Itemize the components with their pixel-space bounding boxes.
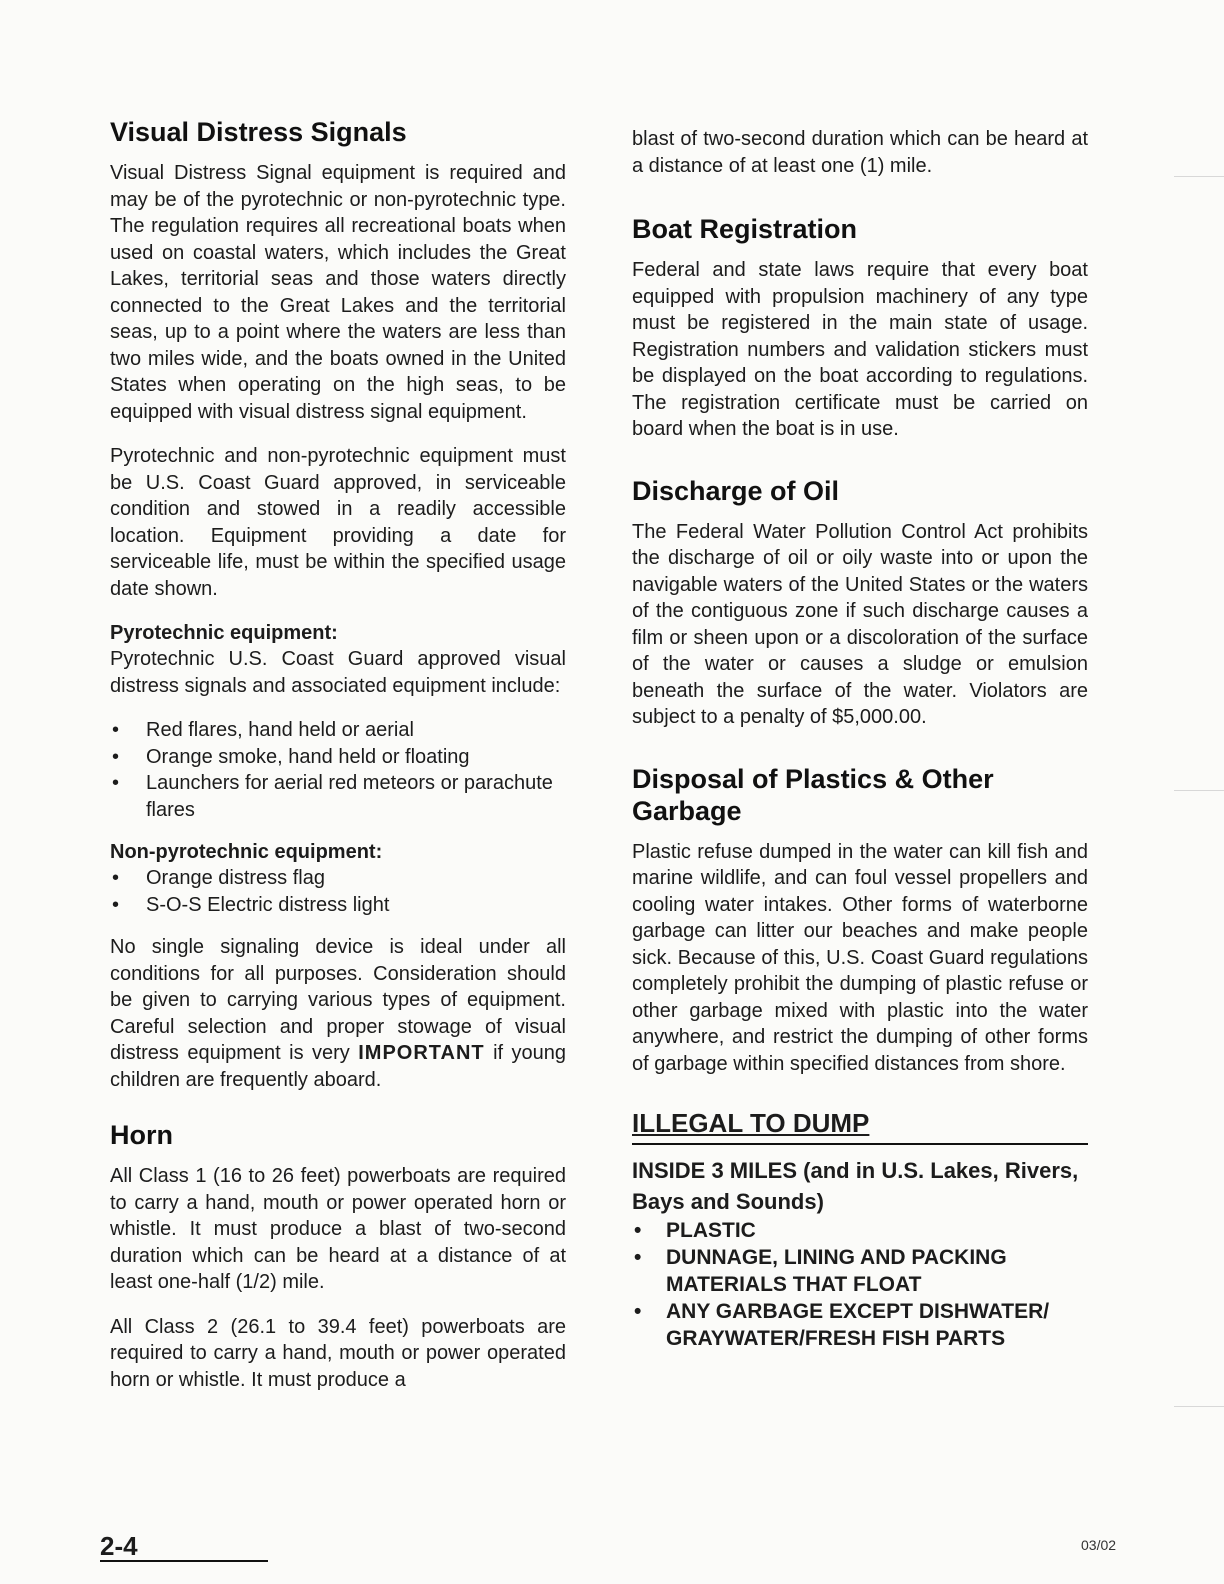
list-item: • Launchers for aerial red meteors or parachute flares	[110, 770, 566, 823]
list-item: • Red flares, hand held or aerial	[110, 717, 566, 744]
page-number: 2-4	[100, 1532, 268, 1562]
list-item: • PLASTIC	[632, 1217, 1088, 1244]
scan-margin-mark	[1174, 176, 1224, 179]
horn-paragraph-2-continued: blast of two-second duration which can be heard at a distance of at least one (1) mile.	[632, 128, 1088, 177]
list-item: • Orange smoke, hand held or floating	[110, 744, 566, 771]
boat-registration-heading: Boat Registration	[632, 214, 858, 244]
illegal-to-dump-heading: ILLEGAL TO DUMP	[632, 1107, 1088, 1145]
paragraph-3-start: No single signaling device is ideal under all conditions for all purposes. Consideration should be given to carrying various types of equipment. Careful selection and proper stowage of visual distress equipment is very	[110, 936, 566, 1064]
list-item: • Orange distress flag	[110, 865, 566, 892]
revision-date: 03/02	[1081, 1537, 1117, 1553]
list-item: • S-O-S Electric distress light	[110, 892, 566, 919]
non-pyrotechnic-list	[110, 865, 566, 918]
non-pyrotechnic-heading: Non-pyrotechnic equipment:	[110, 841, 383, 863]
right-column	[632, 126, 1088, 1368]
pyrotechnic-list	[110, 717, 566, 823]
list-item: • DUNNAGE, LINING AND PACKING MATERIALS THAT FLOAT	[632, 1244, 1088, 1298]
discharge-of-oil-heading: Discharge of Oil	[632, 475, 840, 506]
horn-paragraph-1: All Class 1 (16 to 26 feet) powerboats are required to carry a hand, mouth or power operated horn or whistle. It must produce a blast of two-second duration which can be heard at a distance of at least one-half (1/2) mile.	[110, 1165, 566, 1293]
discharge-of-oil-text: The Federal Water Pollution Control Act prohibits the discharge of oil or oily waste into or upon the navigable waters of the United States or the waters of the contiguous zone if such discharge causes a film or sheen upon or a discoloration of the surface of the water or causes a sludge or emulsion beneath the surface of the water. Violators are subject to a penalty of $5,000.00.	[632, 520, 1088, 728]
visual-distress-heading: Visual Distress Signals	[110, 117, 407, 147]
inside-3-miles-subheading: INSIDE 3 MILES (and in U.S. Lakes, Rivers, Bays and Sounds)	[632, 1158, 1079, 1214]
visual-distress-paragraph-1: Visual Distress Signal equipment is required and may be of the pyrotechnic or non-pyrotechnic type. The regulation requires all recreational boats when used on coastal waters, which includes the Great Lakes, territorial seas and those waters directly connected to the Great Lakes and the territorial seas, up to a point where the waters are less than two miles wide, and the boats owned in the United States when operating on the high seas, to be equipped with visual distress signal equipment.	[110, 162, 566, 423]
left-column	[110, 116, 566, 1411]
boat-registration-text: Federal and state laws require that every boat equipped with propulsion machinery of any type must be registered in the main state of usage. Registration numbers and validation stickers must be displayed on the boat according to regulations. The registration certificate must be carried on board when the boat is in use.	[632, 259, 1088, 440]
scan-margin-mark	[1174, 790, 1224, 793]
visual-distress-paragraph-3	[110, 934, 566, 1093]
paragraph-3-end: if young children are frequently aboard.	[110, 1042, 567, 1091]
disposal-of-plastics-heading: Disposal of Plastics & Other Garbage	[632, 763, 994, 826]
disposal-of-plastics-text: Plastic refuse dumped in the water can kill fish and marine wildlife, and can foul vessel propellers and cooling water intakes. Other forms of waterborne garbage can litter our beaches and make people sick. Because of this, U.S. Coast Guard regulations completely prohibit the dumping of plastic refuse or other garbage mixed with plastic into the water anywhere, and restrict the dumping of other forms of garbage within specified distances from shore.	[632, 840, 1088, 1075]
horn-heading: Horn	[110, 1120, 173, 1150]
pyrotechnic-text: Pyrotechnic U.S. Coast Guard approved visual distress signals and associated equipment include:	[110, 648, 566, 697]
scan-margin-mark	[1174, 1406, 1224, 1409]
visual-distress-paragraph-2: Pyrotechnic and non-pyrotechnic equipment must be U.S. Coast Guard approved, in serviceable condition and stowed in a readily accessible location. Equipment providing a date for serviceable life, must be within the specified usage date shown.	[110, 445, 566, 600]
pyrotechnic-heading: Pyrotechnic equipment:	[110, 622, 338, 644]
list-item: • ANY GARBAGE EXCEPT DISHWATER/ GRAYWATER/FRESH FISH PARTS	[632, 1298, 1088, 1352]
horn-paragraph-2: All Class 2 (26.1 to 39.4 feet) powerboats are required to carry a hand, mouth or power operated horn or whistle. It must produce a	[110, 1315, 566, 1391]
illegal-to-dump-list	[632, 1217, 1088, 1352]
important-emphasis: IMPORTANT	[358, 1042, 485, 1064]
